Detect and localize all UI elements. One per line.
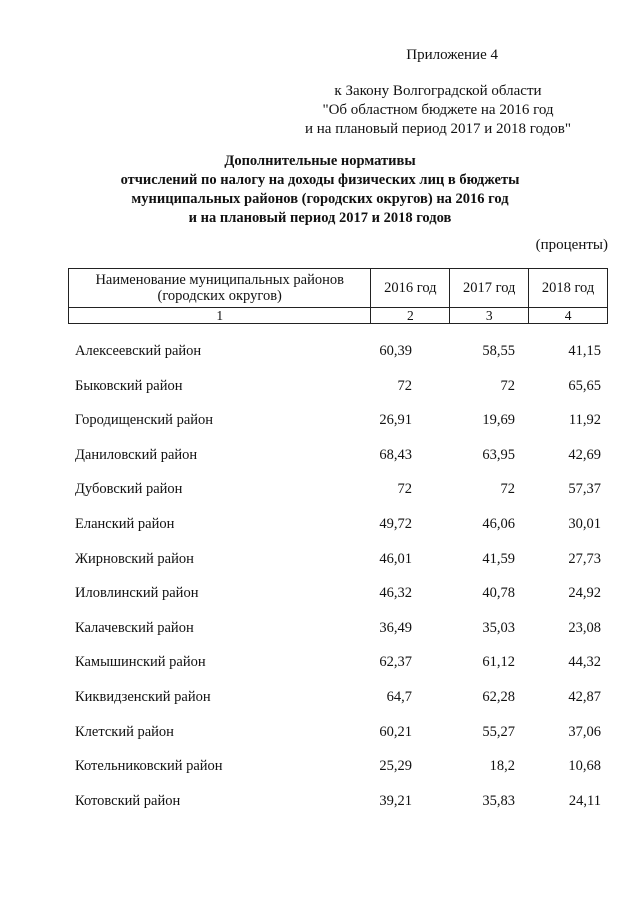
value-2016: 60,21 — [379, 723, 412, 740]
value-2018: 37,06 — [568, 723, 601, 740]
units-label: (проценты) — [535, 237, 608, 253]
header-2016: 2016 год — [371, 269, 450, 308]
value-2018: 24,11 — [568, 792, 601, 809]
table-body — [0, 334, 640, 818]
document-title-line: и на плановый период 2017 и 2018 годов — [188, 210, 452, 226]
value-2016: 39,21 — [379, 792, 412, 809]
district-name: Камышинский район — [75, 654, 206, 671]
district-name: Калачевский район — [75, 619, 194, 636]
value-2018: 42,87 — [568, 688, 601, 705]
value-2016: 26,91 — [379, 412, 412, 429]
column-number-row — [69, 308, 608, 324]
value-2017: 40,78 — [482, 585, 515, 602]
district-name: Жирновский район — [75, 550, 194, 567]
value-2018: 57,37 — [568, 481, 601, 498]
value-2017: 41,59 — [482, 550, 515, 567]
value-2018: 27,73 — [568, 550, 601, 567]
district-name: Дубовский район — [75, 481, 183, 498]
district-name: Алексеевский район — [75, 343, 202, 359]
table-row — [0, 611, 640, 646]
header-name-line: Наименование муниципальных районов — [95, 272, 344, 288]
annex-reference-line: и на плановый период 2017 и 2018 годов" — [305, 121, 571, 137]
table-row — [0, 334, 640, 369]
table-row — [0, 507, 640, 542]
value-2017: 35,83 — [482, 792, 515, 809]
value-2016: 72 — [397, 481, 412, 498]
value-2017: 46,06 — [482, 515, 515, 532]
column-number: 4 — [529, 308, 608, 324]
value-2018: 65,65 — [568, 377, 601, 394]
value-2017: 72 — [500, 377, 515, 394]
district-name: Еланский район — [75, 515, 175, 532]
value-2018: 11,92 — [568, 412, 601, 429]
column-number: 2 — [371, 308, 450, 324]
table-row — [0, 680, 640, 715]
value-2018: 30,01 — [568, 515, 601, 532]
district-name: Иловлинский район — [75, 585, 199, 602]
district-name: Быковский район — [75, 377, 183, 394]
value-2016: 68,43 — [379, 446, 412, 463]
value-2016: 36,49 — [379, 619, 412, 636]
header-name-column — [69, 269, 371, 308]
value-2017: 19,69 — [482, 412, 515, 429]
district-name: Котовский район — [75, 792, 181, 809]
value-2017: 35,03 — [482, 619, 515, 636]
value-2016: 25,29 — [379, 758, 412, 775]
document-title — [70, 152, 570, 228]
header-2017: 2017 год — [450, 269, 529, 308]
annex-label: Приложение 4 — [406, 47, 498, 63]
table-row — [0, 403, 640, 438]
value-2018: 42,69 — [568, 446, 601, 463]
district-name: Клетский район — [75, 723, 174, 740]
value-2016: 62,37 — [379, 654, 412, 671]
value-2017: 72 — [500, 481, 515, 498]
value-2018: 23,08 — [568, 619, 601, 636]
value-2016: 64,7 — [386, 688, 412, 705]
table-header — [68, 268, 608, 324]
value-2017: 62,28 — [482, 688, 515, 705]
table-row — [0, 438, 640, 473]
district-name: Котельниковский район — [75, 758, 223, 775]
value-2018: 41,15 — [568, 343, 601, 359]
district-name: Киквидзенский район — [75, 688, 211, 705]
value-2018: 44,32 — [568, 654, 601, 671]
document-title-line: Дополнительные нормативы — [224, 153, 416, 169]
value-2016: 46,01 — [379, 550, 412, 567]
document-title-line: отчислений по налогу на доходы физических лиц в бюджеты — [120, 172, 520, 188]
value-2017: 61,12 — [482, 654, 515, 671]
table-row — [0, 715, 640, 750]
table-row — [0, 749, 640, 784]
value-2017: 18,2 — [489, 758, 515, 775]
value-2017: 58,55 — [482, 343, 515, 359]
column-number: 1 — [69, 308, 371, 324]
value-2018: 10,68 — [568, 758, 601, 775]
value-2016: 60,39 — [379, 343, 412, 359]
table-row — [0, 472, 640, 507]
table-row — [0, 576, 640, 611]
value-2016: 46,32 — [379, 585, 412, 602]
district-name: Городищенский район — [75, 412, 214, 429]
header-row — [69, 269, 608, 308]
value-2016: 49,72 — [379, 515, 412, 532]
table-row — [0, 784, 640, 819]
document-title-line: муниципальных районов (городских округов) на 2016 год — [131, 191, 509, 207]
table-row — [0, 369, 640, 404]
table-row — [0, 645, 640, 680]
value-2017: 63,95 — [482, 446, 515, 463]
annex-reference-line: к Закону Волгоградской области — [334, 83, 542, 99]
header-name-line: (городских округов) — [157, 288, 282, 304]
annex-reference-line: "Об областном бюджете на 2016 год — [322, 102, 554, 118]
table-row — [0, 542, 640, 577]
value-2017: 55,27 — [482, 723, 515, 740]
district-name: Даниловский район — [75, 446, 198, 463]
header-2018: 2018 год — [529, 269, 608, 308]
value-2016: 72 — [397, 377, 412, 394]
column-number: 3 — [450, 308, 529, 324]
annex-reference — [288, 82, 588, 139]
value-2018: 24,92 — [568, 585, 601, 602]
